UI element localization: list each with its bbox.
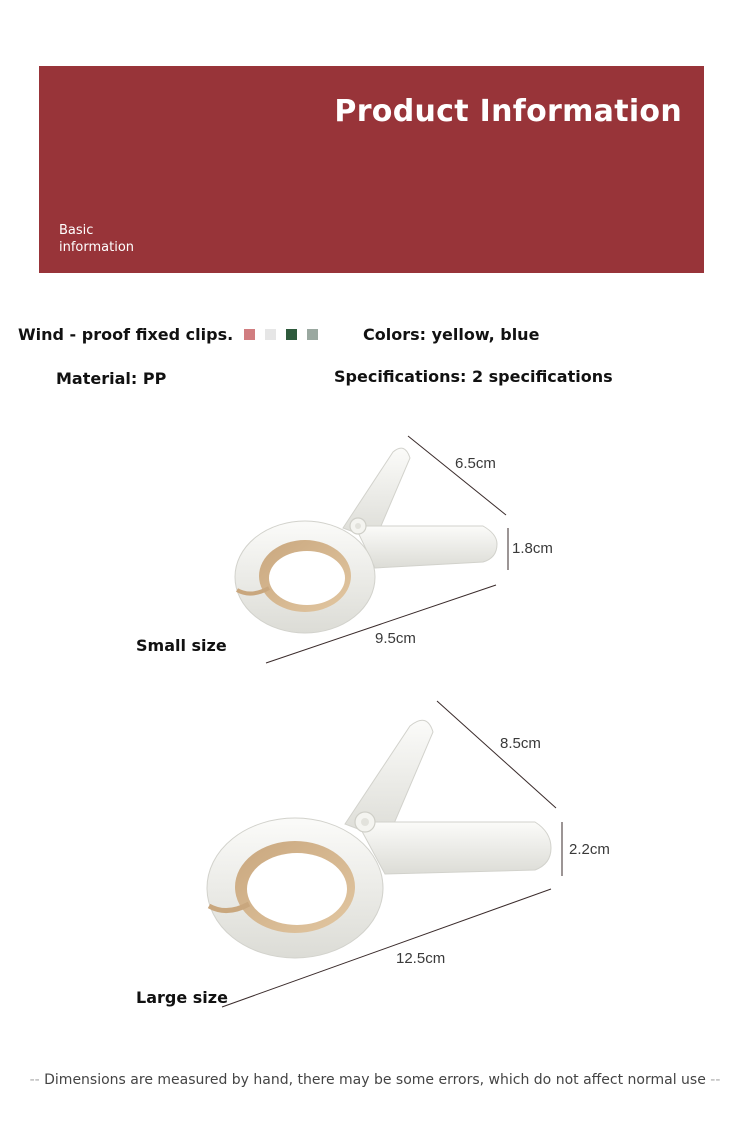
product-colors: Colors: yellow, blue <box>363 325 540 344</box>
footer-dash-left: -- <box>29 1072 45 1088</box>
banner-subtitle-line1: Basic <box>59 223 94 238</box>
small-thickness-label: 1.8cm <box>512 540 553 557</box>
product-name: Wind - proof fixed clips. <box>18 325 234 344</box>
small-width-label: 6.5cm <box>455 455 496 472</box>
large-thickness-label: 2.2cm <box>569 841 610 858</box>
large-length-label: 12.5cm <box>396 950 446 967</box>
banner-subtitle-line2: information <box>59 240 135 255</box>
product-material: Material: PP <box>56 369 167 388</box>
footer-note <box>0 1072 750 1088</box>
large-size-label: Large size <box>136 988 228 1007</box>
small-size-label: Small size <box>136 636 227 655</box>
large-width-label: 8.5cm <box>500 735 541 752</box>
page-title: Product Information <box>334 94 682 129</box>
footer-note-text: Dimensions are measured by hand, there may be some errors, which do not affect normal use <box>44 1072 706 1088</box>
small-length-label: 9.5cm <box>375 630 416 647</box>
footer-dash-right: -- <box>705 1072 721 1088</box>
product-specifications: Specifications: 2 specifications <box>334 367 613 386</box>
